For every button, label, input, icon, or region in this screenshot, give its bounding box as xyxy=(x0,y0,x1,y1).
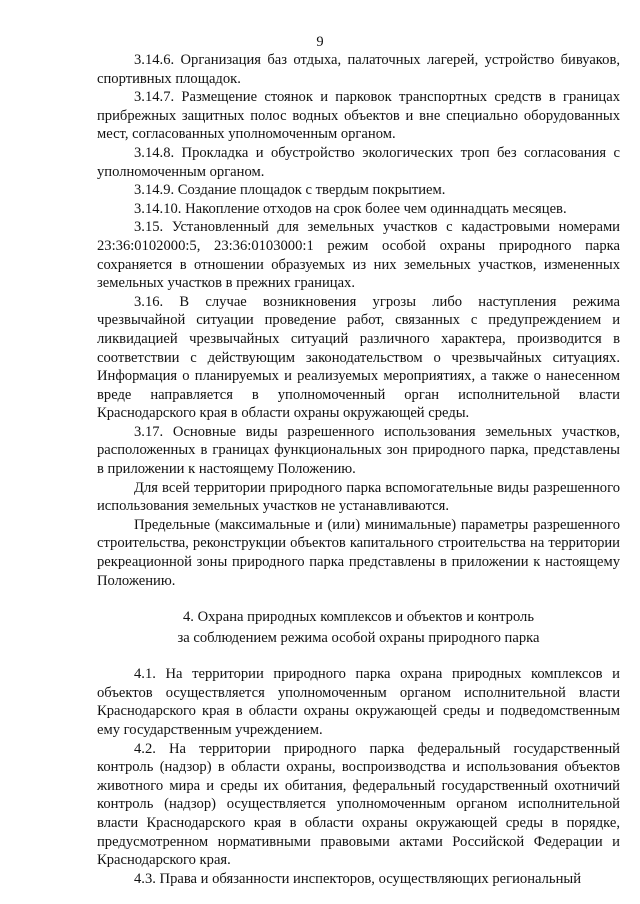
paragraph-4-2: 4.2. На территории природного парка федеральный государственный контроль (надзор) в области охраны, воспроизводства и использования объектов животного мира и среды их обитания, федеральный государственный охотничий контроль (надзор) осуществляется уполномоченным органом исполнительной власти Краснодарского края в области охраны окружающей среды в порядке, предусмотренном нормативными правовыми актами Российской Федерации и Краснодарского края. xyxy=(97,740,620,869)
paragraph-3-14-7: 3.14.7. Размещение стоянок и парковок транспортных средств в границах прибрежных защитных полос водных объектов и вне специально оборудованных мест, согласованных уполномоченным органом. xyxy=(97,89,620,143)
section-4-heading xyxy=(97,607,620,648)
paragraph-limit-parameters: Предельные (максимальные и (или) минимальные) параметры разрешенного строительства, реконструкции объектов капитального строительства на территории рекреационной зоны природного парка представлены в приложении к настоящему Положению. xyxy=(97,516,620,589)
section-4-heading-line-2: за соблюдением режима особой охраны природного парка xyxy=(177,629,540,646)
section-4-heading-line-1: 4. Охрана природных комплексов и объектов и контроль xyxy=(183,609,534,626)
paragraph-3-17: 3.17. Основные виды разрешенного использования земельных участков, расположенных в границах функциональных зон природного парка, представлены в приложении к настоящему Положению. xyxy=(97,423,620,478)
paragraph-auxiliary-uses: Для всей территории природного парка вспомогательные виды разрешенного использования земельных участков не устанавливаются. xyxy=(97,479,620,515)
paragraph-3-14-8: 3.14.8. Прокладка и обустройство экологических троп без согласования с уполномоченным органом. xyxy=(97,144,620,180)
page-number: 9 xyxy=(316,34,324,50)
paragraph-3-16: 3.16. В случае возникновения угрозы либо наступления режима чрезвычайной ситуации проведение работ, связанных с предупреждением и ликвидацией чрезвычайных ситуаций различного характера, производится в соответствии с действующим законодательством о чрезвычайных ситуациях. Информация о планируемых и реализуемых мероприятиях, а также о нанесенном вреде направляется в уполномоченный орган исполнительной власти Краснодарского края в области охраны окружающей среды. xyxy=(97,293,620,422)
paragraph-3-15: 3.15. Установленный для земельных участков с кадастровыми номерами 23:36:0102000:5, 23:36:0103000:1 режим особой охраны природного парка сохраняется в отношении образуемых из них земельных участков, измененных земельных участков в прежних границах. xyxy=(97,219,620,292)
paragraph-4-3: 4.3. Права и обязанности инспекторов, осуществляющих региональный xyxy=(134,870,581,887)
paragraph-3-14-10: 3.14.10. Накопление отходов на срок более чем одиннадцать месяцев. xyxy=(134,200,567,217)
paragraph-4-1: 4.1. На территории природного парка охрана природных комплексов и объектов осуществляется уполномоченным органом исполнительной власти Краснодарского края в области охраны окружающей среды и подведомственным ему государственным учреждением. xyxy=(97,666,620,738)
paragraph-3-14-9: 3.14.9. Создание площадок с твердым покрытием. xyxy=(134,182,446,199)
page-content xyxy=(97,51,620,888)
paragraph-3-14-6: 3.14.6. Организация баз отдыха, палаточных лагерей, устройство бивуаков, спортивных площадок. xyxy=(97,52,620,87)
